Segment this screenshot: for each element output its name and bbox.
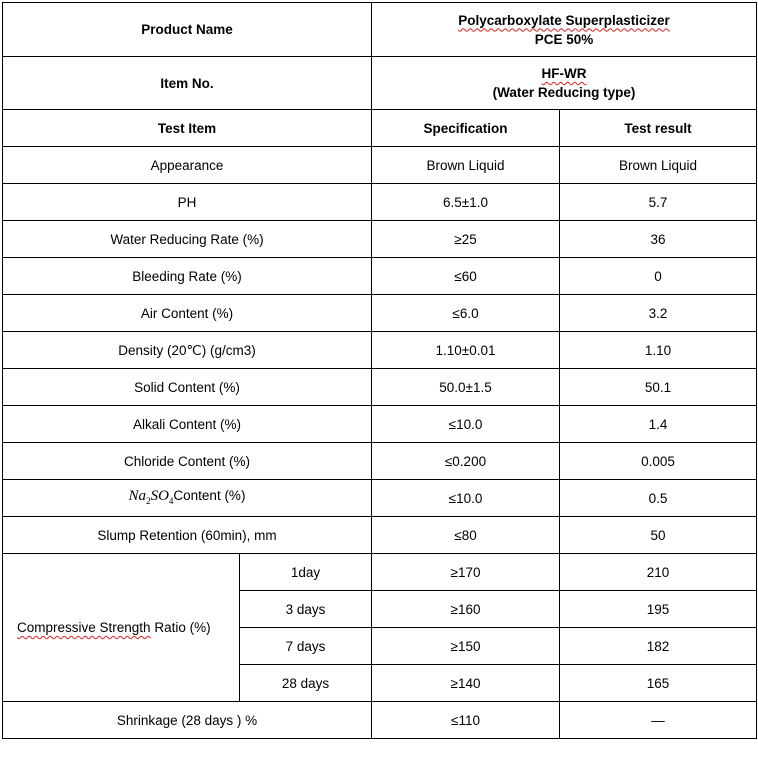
age-cell: 28 days xyxy=(240,665,372,702)
column-header-test-result: Test result xyxy=(560,110,757,147)
table-row xyxy=(3,258,757,295)
test-result-cell: — xyxy=(560,702,757,739)
product-name-label: Product Name xyxy=(3,3,372,57)
test-result-cell: 0 xyxy=(560,258,757,295)
formula-na-subscript: 2 xyxy=(146,495,151,506)
specification-cell: ≤10.0 xyxy=(372,406,560,443)
age-cell: 7 days xyxy=(240,628,372,665)
product-name-value xyxy=(372,3,757,57)
specification-cell: ≤6.0 xyxy=(372,295,560,332)
item-no-line2: (Water Reducing type) xyxy=(492,85,636,100)
test-item-cell: Appearance xyxy=(3,147,372,184)
test-item-cell: Alkali Content (%) xyxy=(3,406,372,443)
table-row xyxy=(3,221,757,258)
specification-cell: ≥25 xyxy=(372,221,560,258)
test-item-cell: Bleeding Rate (%) xyxy=(3,258,372,295)
column-header-specification: Specification xyxy=(372,110,560,147)
table-row xyxy=(3,369,757,406)
item-no-value xyxy=(372,57,757,110)
test-result-cell: Brown Liquid xyxy=(560,147,757,184)
test-item-cell: Water Reducing Rate (%) xyxy=(3,221,372,258)
specification-cell: 50.0±1.5 xyxy=(372,369,560,406)
item-no-row xyxy=(3,57,757,110)
item-no-line1: HF-WR xyxy=(541,66,587,81)
column-header-test-item: Test Item xyxy=(3,110,372,147)
test-item-cell: Solid Content (%) xyxy=(3,369,372,406)
specification-cell: ≥150 xyxy=(372,628,560,665)
test-result-cell: 5.7 xyxy=(560,184,757,221)
table-row xyxy=(3,332,757,369)
specification-cell: ≤110 xyxy=(372,702,560,739)
sodium-sulfate-formula xyxy=(129,488,174,504)
test-result-cell: 1.10 xyxy=(560,332,757,369)
test-item-cell: Chloride Content (%) xyxy=(3,443,372,480)
table-row xyxy=(3,184,757,221)
specification-cell: ≥140 xyxy=(372,665,560,702)
test-result-cell: 3.2 xyxy=(560,295,757,332)
specification-cell: ≤60 xyxy=(372,258,560,295)
formula-so: SO xyxy=(150,487,169,504)
test-result-cell: 195 xyxy=(560,591,757,628)
table-row xyxy=(3,517,757,554)
test-result-cell: 50 xyxy=(560,517,757,554)
specification-cell: 6.5±1.0 xyxy=(372,184,560,221)
item-no-label: Item No. xyxy=(3,57,372,110)
compressive-strength-label xyxy=(3,554,240,702)
age-cell: 3 days xyxy=(240,591,372,628)
specification-cell: ≤80 xyxy=(372,517,560,554)
formula-na: Na xyxy=(128,487,147,504)
specification-cell: 1.10±0.01 xyxy=(372,332,560,369)
specification-cell: ≥160 xyxy=(372,591,560,628)
product-name-line2: PCE 50% xyxy=(534,31,594,47)
test-item-cell: Air Content (%) xyxy=(3,295,372,332)
table-row xyxy=(3,406,757,443)
spec-table xyxy=(2,2,757,739)
compressive-strength-text: Compressive Strength xyxy=(17,620,151,635)
test-result-cell: 210 xyxy=(560,554,757,591)
test-result-cell: 165 xyxy=(560,665,757,702)
test-result-cell: 36 xyxy=(560,221,757,258)
table-row xyxy=(3,295,757,332)
age-cell: 1day xyxy=(240,554,372,591)
test-result-cell: 1.4 xyxy=(560,406,757,443)
column-header-row xyxy=(3,110,757,147)
test-item-cell: PH xyxy=(3,184,372,221)
formula-so-subscript: 4 xyxy=(168,495,174,506)
specification-cell: ≥170 xyxy=(372,554,560,591)
product-name-line1: Polycarboxylate Superplasticizer xyxy=(458,12,670,28)
specification-cell: ≤10.0 xyxy=(372,480,560,517)
test-result-cell: 50.1 xyxy=(560,369,757,406)
table-row xyxy=(3,443,757,480)
test-result-cell: 182 xyxy=(560,628,757,665)
specification-cell: Brown Liquid xyxy=(372,147,560,184)
test-item-cell: Density (20℃) (g/cm3) xyxy=(3,332,372,369)
test-item-cell: Shrinkage (28 days ) % xyxy=(3,702,372,739)
product-name-row xyxy=(3,3,757,57)
compressive-row xyxy=(3,554,757,591)
specification-cell: ≤0.200 xyxy=(372,443,560,480)
compressive-ratio-text: Ratio (%) xyxy=(150,620,211,635)
table-row xyxy=(3,147,757,184)
shrinkage-row xyxy=(3,702,757,739)
test-item-cell xyxy=(3,480,372,517)
test-item-cell: Slump Retention (60min), mm xyxy=(3,517,372,554)
table-row xyxy=(3,480,757,517)
test-result-cell: 0.005 xyxy=(560,443,757,480)
formula-suffix: Content (%) xyxy=(173,487,246,503)
test-result-cell: 0.5 xyxy=(560,480,757,517)
